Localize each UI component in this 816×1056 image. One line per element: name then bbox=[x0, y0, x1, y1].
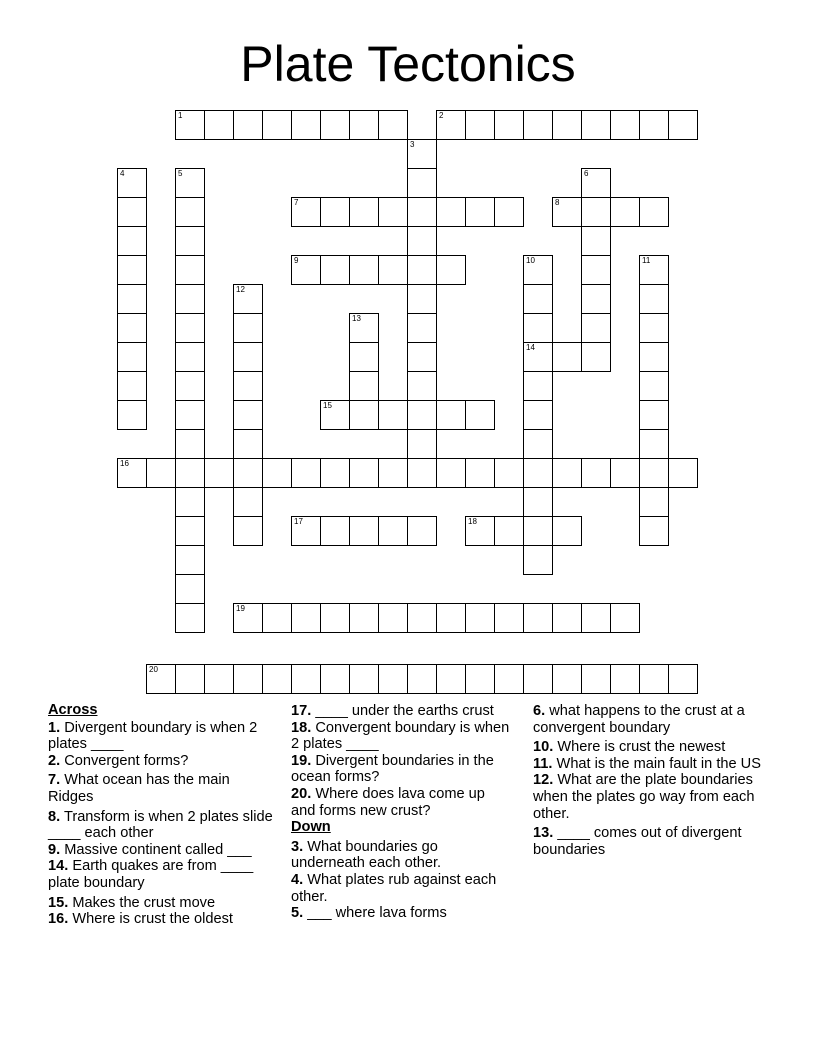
grid-cell[interactable] bbox=[233, 110, 263, 140]
grid-cell[interactable] bbox=[233, 284, 263, 314]
clue-down-5: 5. ___ where lava forms bbox=[291, 905, 447, 922]
grid-cell[interactable] bbox=[146, 664, 176, 694]
grid-cell[interactable] bbox=[668, 458, 698, 488]
grid-cell[interactable] bbox=[581, 197, 611, 227]
grid-cell[interactable] bbox=[407, 168, 437, 198]
grid-cell[interactable] bbox=[262, 110, 292, 140]
grid-cell[interactable] bbox=[349, 516, 379, 546]
grid-cell[interactable] bbox=[233, 429, 263, 459]
grid-cell[interactable] bbox=[523, 284, 553, 314]
grid-cell[interactable] bbox=[175, 342, 205, 372]
grid-cell[interactable] bbox=[117, 284, 147, 314]
clue-column-3 bbox=[533, 703, 773, 858]
grid-cell[interactable] bbox=[436, 197, 466, 227]
grid-cell[interactable] bbox=[320, 400, 350, 430]
grid-cell[interactable] bbox=[552, 664, 582, 694]
grid-cell[interactable] bbox=[349, 255, 379, 285]
grid-cell[interactable] bbox=[465, 664, 495, 694]
grid-cell[interactable] bbox=[639, 429, 669, 459]
grid-cell[interactable] bbox=[233, 400, 263, 430]
grid-cell[interactable] bbox=[407, 371, 437, 401]
grid-cell[interactable] bbox=[523, 342, 553, 372]
grid-cell[interactable] bbox=[233, 371, 263, 401]
grid-cell[interactable] bbox=[552, 516, 582, 546]
grid-cell[interactable] bbox=[639, 664, 669, 694]
grid-cell[interactable] bbox=[581, 284, 611, 314]
grid-cell[interactable] bbox=[378, 458, 408, 488]
grid-cell[interactable] bbox=[552, 197, 582, 227]
clue-down-12: 12. What are the plate boundaries when the plates go way from each other. bbox=[533, 772, 755, 822]
clue-down-4: 4. What plates rub against each other. bbox=[291, 871, 497, 905]
clue-number: 16 bbox=[120, 459, 129, 468]
grid-cell[interactable] bbox=[117, 342, 147, 372]
grid-cell[interactable] bbox=[233, 458, 263, 488]
grid-cell[interactable] bbox=[407, 139, 437, 169]
clue-number: 4 bbox=[120, 169, 125, 178]
grid-cell[interactable] bbox=[117, 168, 147, 198]
grid-cell[interactable] bbox=[233, 664, 263, 694]
grid-cell[interactable] bbox=[117, 255, 147, 285]
clue-across-20: 20. Where does lava come up and forms new crust? bbox=[291, 785, 485, 819]
grid-cell[interactable] bbox=[407, 603, 437, 633]
grid-cell[interactable] bbox=[378, 516, 408, 546]
clue-down-10: 10. Where is crust the newest bbox=[533, 739, 726, 756]
clue-across-2: 2. Convergent forms? bbox=[48, 752, 189, 769]
grid-cell[interactable] bbox=[465, 197, 495, 227]
grid-cell[interactable] bbox=[465, 400, 495, 430]
grid-cell[interactable] bbox=[378, 197, 408, 227]
grid-cell[interactable] bbox=[233, 342, 263, 372]
grid-cell[interactable] bbox=[494, 110, 524, 140]
grid-cell[interactable] bbox=[320, 516, 350, 546]
grid-cell[interactable] bbox=[407, 342, 437, 372]
grid-cell[interactable] bbox=[204, 110, 234, 140]
grid-cell[interactable] bbox=[581, 313, 611, 343]
grid-cell[interactable] bbox=[175, 516, 205, 546]
grid-cell[interactable] bbox=[262, 664, 292, 694]
grid-cell[interactable] bbox=[639, 516, 669, 546]
grid-cell[interactable] bbox=[523, 487, 553, 517]
grid-cell[interactable] bbox=[407, 400, 437, 430]
grid-cell[interactable] bbox=[407, 226, 437, 256]
grid-cell[interactable] bbox=[204, 458, 234, 488]
grid-cell[interactable] bbox=[639, 110, 669, 140]
grid-cell[interactable] bbox=[291, 110, 321, 140]
grid-cell[interactable] bbox=[639, 255, 669, 285]
clue-number: 8 bbox=[555, 198, 560, 207]
grid-cell[interactable] bbox=[291, 458, 321, 488]
grid-cell[interactable] bbox=[349, 313, 379, 343]
grid-cell[interactable] bbox=[465, 603, 495, 633]
clue-number: 10 bbox=[526, 256, 535, 265]
clue-number: 3 bbox=[410, 140, 415, 149]
grid-cell[interactable] bbox=[436, 400, 466, 430]
grid-cell[interactable] bbox=[465, 110, 495, 140]
grid-cell[interactable] bbox=[407, 255, 437, 285]
grid-cell[interactable] bbox=[175, 284, 205, 314]
clue-across-14: 14. Earth quakes are from ____ plate boundary bbox=[48, 858, 254, 891]
grid-cell[interactable] bbox=[494, 664, 524, 694]
grid-cell[interactable] bbox=[320, 255, 350, 285]
grid-cell[interactable] bbox=[175, 603, 205, 633]
grid-cell[interactable] bbox=[523, 313, 553, 343]
clue-number: 11 bbox=[642, 256, 651, 265]
clue-number: 12 bbox=[236, 285, 245, 294]
clue-column-2 bbox=[291, 703, 513, 922]
grid-cell[interactable] bbox=[523, 545, 553, 575]
grid-cell[interactable] bbox=[581, 168, 611, 198]
grid-cell[interactable] bbox=[668, 110, 698, 140]
grid-cell[interactable] bbox=[436, 255, 466, 285]
grid-cell[interactable] bbox=[291, 255, 321, 285]
clue-number: 18 bbox=[468, 517, 477, 526]
grid-cell[interactable] bbox=[639, 313, 669, 343]
grid-cell[interactable] bbox=[262, 458, 292, 488]
grid-cell[interactable] bbox=[175, 400, 205, 430]
grid-cell[interactable] bbox=[117, 197, 147, 227]
grid-cell[interactable] bbox=[581, 255, 611, 285]
grid-cell[interactable] bbox=[320, 458, 350, 488]
clue-across-15: 15. Makes the crust move bbox=[48, 894, 216, 911]
grid-cell[interactable] bbox=[407, 458, 437, 488]
grid-cell[interactable] bbox=[175, 429, 205, 459]
grid-cell[interactable] bbox=[581, 458, 611, 488]
grid-cell[interactable] bbox=[117, 226, 147, 256]
grid-cell[interactable] bbox=[175, 545, 205, 575]
grid-cell[interactable] bbox=[349, 197, 379, 227]
grid-cell[interactable] bbox=[407, 429, 437, 459]
grid-cell[interactable] bbox=[610, 458, 640, 488]
grid-cell[interactable] bbox=[117, 400, 147, 430]
grid-cell[interactable] bbox=[378, 110, 408, 140]
grid-cell[interactable] bbox=[552, 110, 582, 140]
clue-number: 19 bbox=[236, 604, 245, 613]
grid-cell[interactable] bbox=[552, 603, 582, 633]
grid-cell[interactable] bbox=[175, 168, 205, 198]
grid-cell[interactable] bbox=[436, 110, 466, 140]
clue-across-18: 18. Convergent boundary is when 2 plates ____ bbox=[291, 719, 510, 753]
grid-cell[interactable] bbox=[436, 458, 466, 488]
grid-cell[interactable] bbox=[494, 458, 524, 488]
grid-cell[interactable] bbox=[639, 284, 669, 314]
clue-down-11: 11. What is the main fault in the US bbox=[533, 755, 761, 772]
down-heading: Down bbox=[291, 819, 331, 836]
grid-cell[interactable] bbox=[291, 603, 321, 633]
clue-across-16: 16. Where is crust the oldest bbox=[48, 911, 233, 928]
grid-cell[interactable] bbox=[117, 458, 147, 488]
grid-cell[interactable] bbox=[407, 664, 437, 694]
clue-across-1: 1. Divergent boundary is when 2 plates ____ bbox=[48, 719, 258, 753]
grid-cell[interactable] bbox=[639, 400, 669, 430]
grid-cell[interactable] bbox=[175, 487, 205, 517]
grid-cell[interactable] bbox=[581, 110, 611, 140]
grid-cell[interactable] bbox=[320, 664, 350, 694]
across-heading: Across bbox=[48, 702, 98, 718]
grid-cell[interactable] bbox=[349, 110, 379, 140]
clue-across-19: 19. Divergent boundaries in the ocean forms? bbox=[291, 752, 494, 786]
grid-cell[interactable] bbox=[117, 313, 147, 343]
grid-cell[interactable] bbox=[378, 255, 408, 285]
grid-cell[interactable] bbox=[407, 197, 437, 227]
grid-cell[interactable] bbox=[494, 603, 524, 633]
grid-cell[interactable] bbox=[581, 342, 611, 372]
grid-cell[interactable] bbox=[407, 284, 437, 314]
grid-cell[interactable] bbox=[436, 603, 466, 633]
grid-cell[interactable] bbox=[349, 371, 379, 401]
grid-cell[interactable] bbox=[581, 603, 611, 633]
page-title: Plate Tectonics bbox=[240, 36, 576, 92]
grid-cell[interactable] bbox=[639, 197, 669, 227]
grid-cell[interactable] bbox=[146, 458, 176, 488]
grid-cell[interactable] bbox=[233, 487, 263, 517]
grid-cell[interactable] bbox=[349, 342, 379, 372]
grid-cell[interactable] bbox=[175, 226, 205, 256]
grid-cell[interactable] bbox=[175, 574, 205, 604]
clue-number: 14 bbox=[526, 343, 535, 352]
clue-number: 17 bbox=[294, 517, 303, 526]
grid-cell[interactable] bbox=[233, 516, 263, 546]
grid-cell[interactable] bbox=[639, 458, 669, 488]
grid-cell[interactable] bbox=[639, 342, 669, 372]
clue-down-13: 13. ____ comes out of divergent boundaries bbox=[533, 825, 742, 858]
grid-cell[interactable] bbox=[610, 110, 640, 140]
clue-across-7: 7. What ocean has the main Ridges bbox=[48, 772, 230, 805]
grid-cell[interactable] bbox=[639, 487, 669, 517]
grid-cell[interactable] bbox=[436, 664, 466, 694]
clue-down-6: 6. what happens to the crust at a convergent boundary bbox=[533, 703, 745, 736]
grid-cell[interactable] bbox=[233, 313, 263, 343]
grid-cell[interactable] bbox=[349, 664, 379, 694]
grid-cell[interactable] bbox=[320, 603, 350, 633]
grid-cell[interactable] bbox=[552, 342, 582, 372]
grid-cell[interactable] bbox=[523, 603, 553, 633]
grid-cell[interactable] bbox=[610, 664, 640, 694]
grid-cell[interactable] bbox=[349, 458, 379, 488]
clue-number: 2 bbox=[439, 111, 444, 120]
clue-across-9: 9. Massive continent called ___ bbox=[48, 841, 252, 858]
grid-cell[interactable] bbox=[378, 664, 408, 694]
grid-cell[interactable] bbox=[523, 664, 553, 694]
grid-cell[interactable] bbox=[175, 313, 205, 343]
grid-cell[interactable] bbox=[233, 603, 263, 633]
grid-cell[interactable] bbox=[175, 255, 205, 285]
grid-cell[interactable] bbox=[523, 458, 553, 488]
grid-cell[interactable] bbox=[175, 110, 205, 140]
grid-cell[interactable] bbox=[320, 110, 350, 140]
clue-number: 5 bbox=[178, 169, 183, 178]
grid-cell[interactable] bbox=[610, 603, 640, 633]
grid-cell[interactable] bbox=[291, 197, 321, 227]
grid-cell[interactable] bbox=[349, 400, 379, 430]
grid-cell[interactable] bbox=[523, 516, 553, 546]
grid-cell[interactable] bbox=[639, 371, 669, 401]
grid-cell[interactable] bbox=[523, 400, 553, 430]
grid-cell[interactable] bbox=[320, 197, 350, 227]
clue-number: 9 bbox=[294, 256, 299, 265]
clue-column-1 bbox=[48, 700, 278, 928]
grid-cell[interactable] bbox=[523, 429, 553, 459]
grid-cell[interactable] bbox=[523, 255, 553, 285]
clue-number: 1 bbox=[178, 111, 183, 120]
grid-cell[interactable] bbox=[175, 197, 205, 227]
grid-cell[interactable] bbox=[175, 458, 205, 488]
grid-cell[interactable] bbox=[581, 664, 611, 694]
clue-number: 6 bbox=[584, 169, 589, 178]
grid-cell[interactable] bbox=[407, 516, 437, 546]
grid-cell[interactable] bbox=[523, 371, 553, 401]
grid-cell[interactable] bbox=[175, 371, 205, 401]
grid-cell[interactable] bbox=[668, 664, 698, 694]
grid-cell[interactable] bbox=[378, 400, 408, 430]
clue-across-8: 8. Transform is when 2 plates slide ____ each other bbox=[48, 808, 273, 842]
grid-cell[interactable] bbox=[349, 603, 379, 633]
grid-cell[interactable] bbox=[465, 458, 495, 488]
grid-cell[interactable] bbox=[378, 603, 408, 633]
grid-cell[interactable] bbox=[117, 371, 147, 401]
grid-cell[interactable] bbox=[291, 516, 321, 546]
grid-cell[interactable] bbox=[552, 458, 582, 488]
clue-number: 15 bbox=[323, 401, 332, 410]
clue-across-17: 17. ____ under the earths crust bbox=[291, 703, 494, 719]
grid-cell[interactable] bbox=[465, 516, 495, 546]
grid-cell[interactable] bbox=[494, 197, 524, 227]
grid-cell[interactable] bbox=[523, 110, 553, 140]
grid-cell[interactable] bbox=[204, 664, 234, 694]
grid-cell[interactable] bbox=[581, 226, 611, 256]
clue-number: 20 bbox=[149, 665, 158, 674]
grid-cell[interactable] bbox=[175, 664, 205, 694]
grid-cell[interactable] bbox=[262, 603, 292, 633]
clue-number: 13 bbox=[352, 314, 361, 323]
clue-down-3: 3. What boundaries go underneath each other. bbox=[291, 838, 442, 872]
grid-cell[interactable] bbox=[494, 516, 524, 546]
clue-number: 7 bbox=[294, 198, 299, 207]
grid-cell[interactable] bbox=[407, 313, 437, 343]
grid-cell[interactable] bbox=[610, 197, 640, 227]
grid-cell[interactable] bbox=[291, 664, 321, 694]
